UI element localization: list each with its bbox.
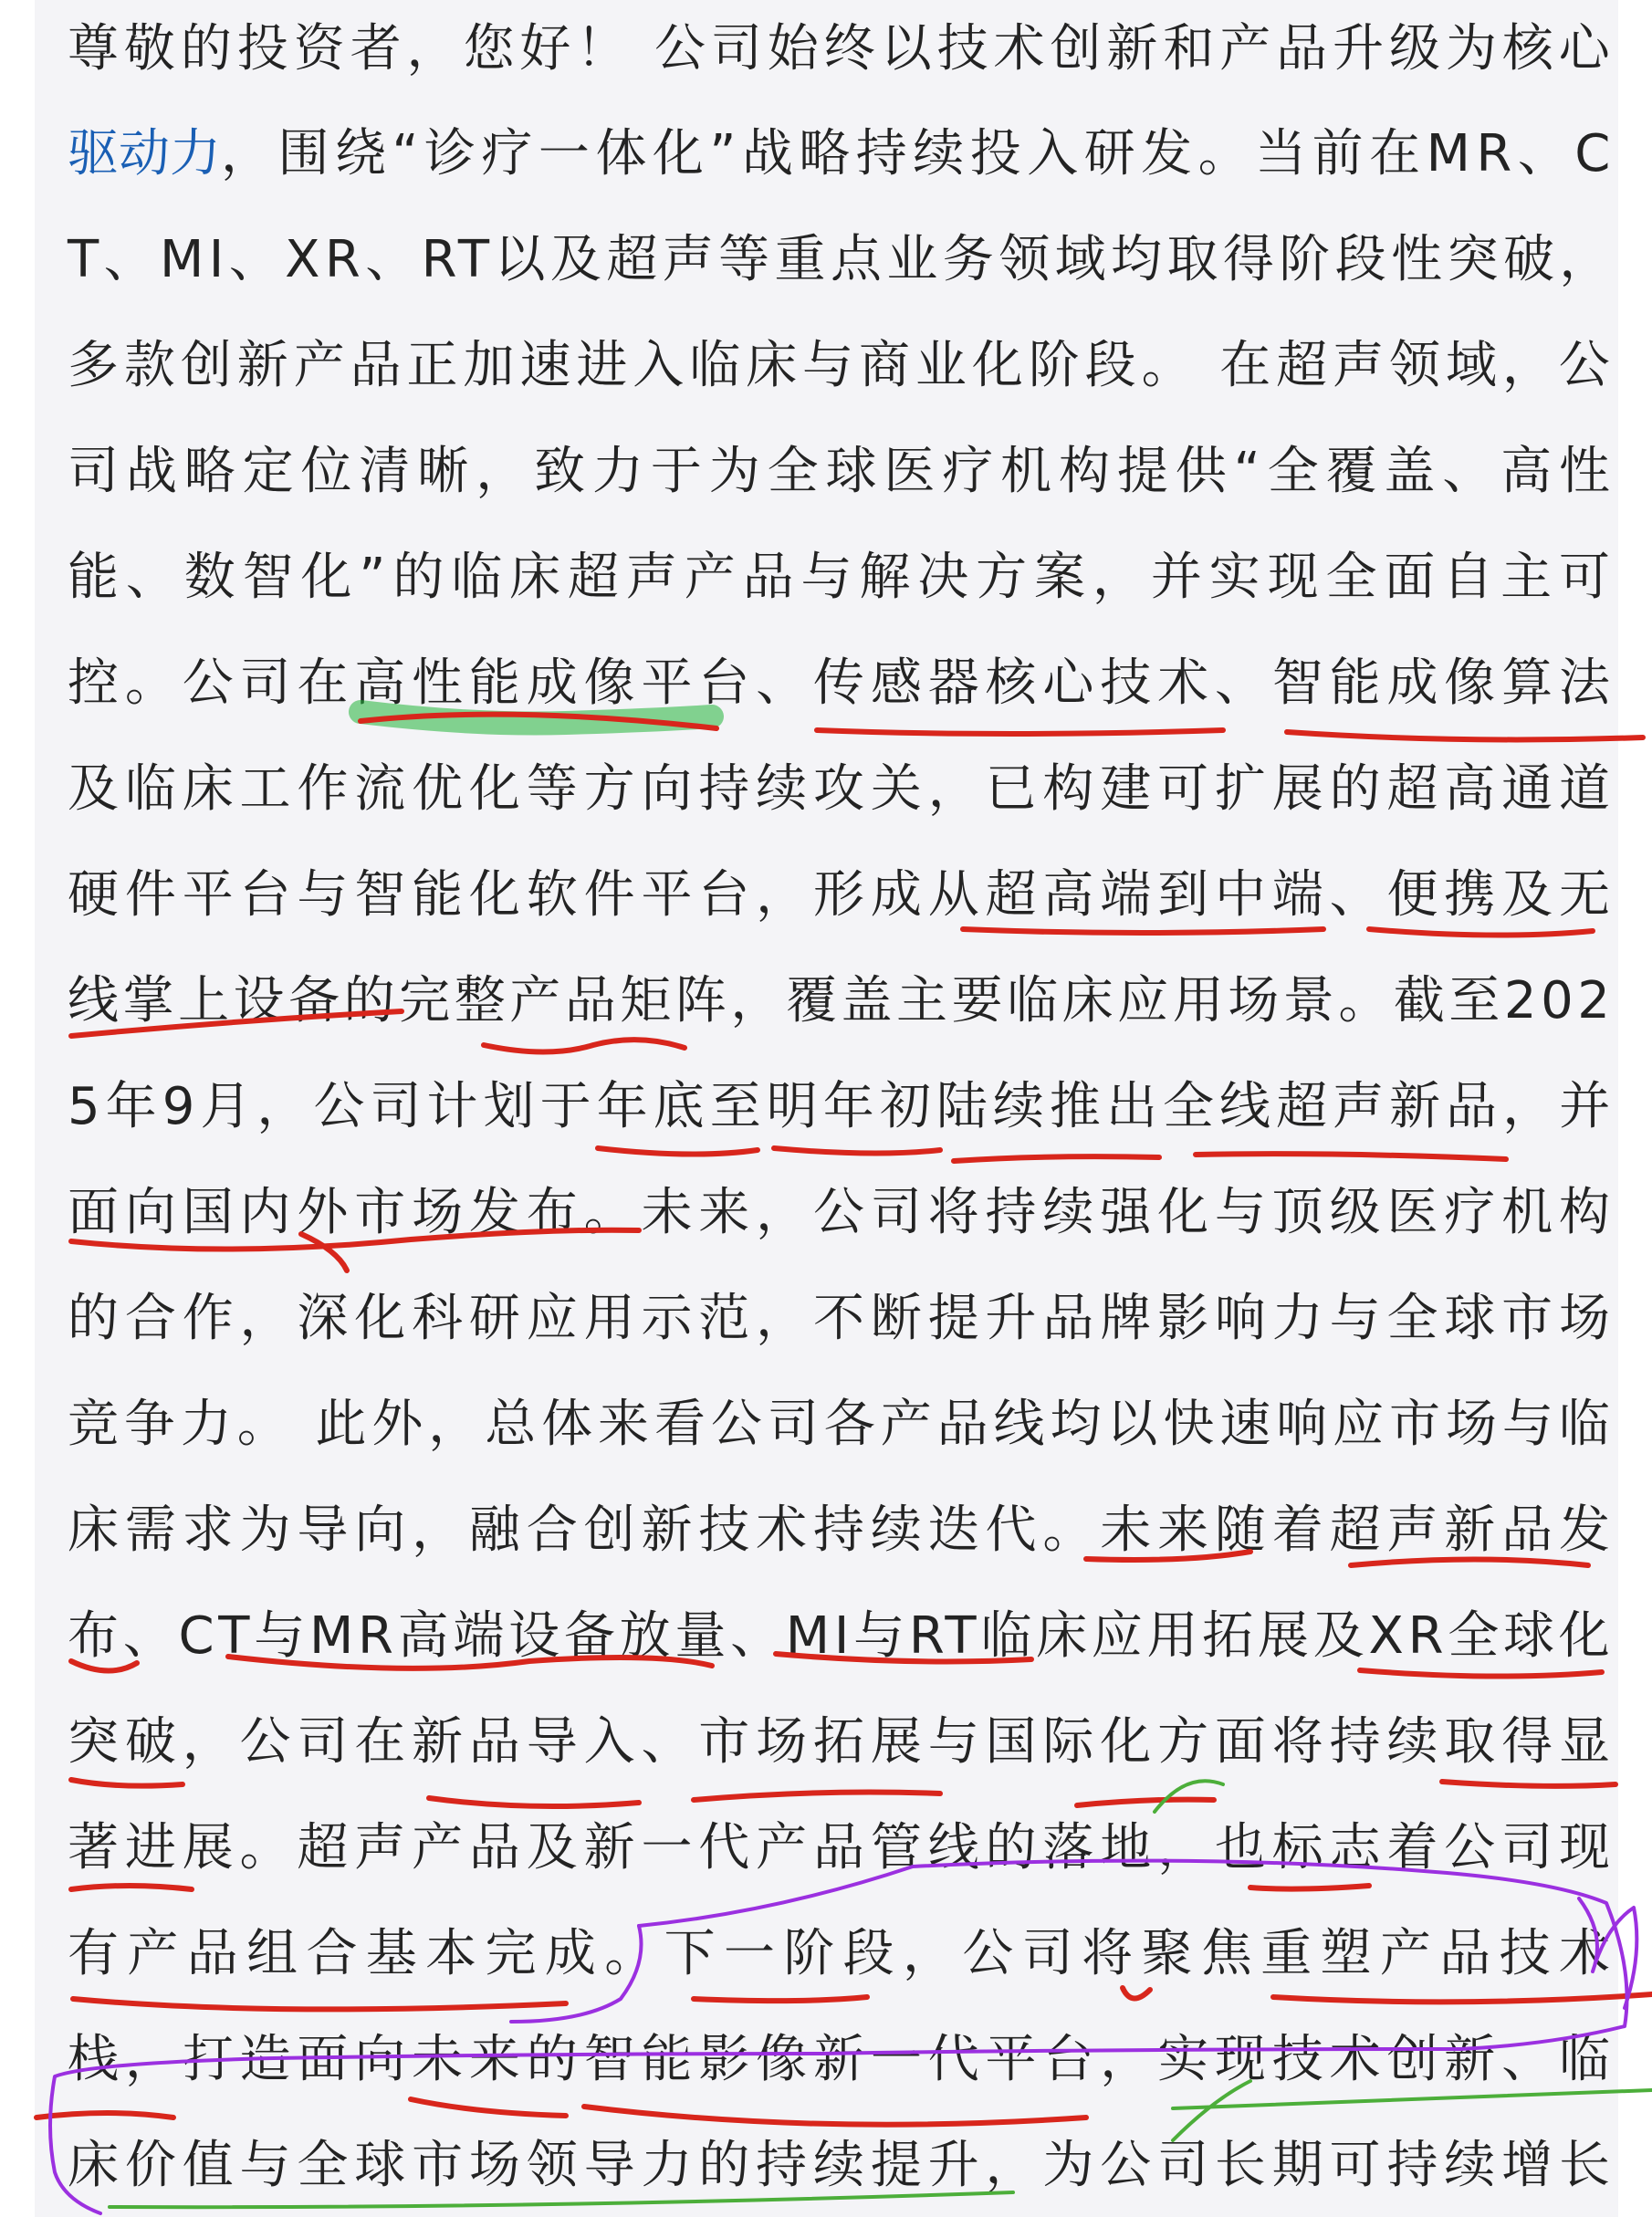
article-line-7 (68, 647, 1616, 720)
keyword-link[interactable]: 驱动力 (68, 124, 221, 183)
article-line-16 (68, 1600, 1614, 1673)
article-line-12 (68, 1176, 1616, 1250)
line-12-text: 面向国内外市场发布。未来，公司将持续强化与顶级医疗机构 (68, 1183, 1616, 1242)
line-15-text: 床需求为导向，融合创新技术持续迭代。未来随着超声新品发 (68, 1501, 1616, 1560)
article-line-14 (68, 1388, 1615, 1461)
article-line-2 (68, 118, 1616, 191)
line-10-text: 线掌上设备的完整产品矩阵，覆盖主要临床应用场景。截至202 (68, 971, 1615, 1030)
line-21-text: 床价值与全球市场领导力的持续提升，为公司长期可持续增长 (68, 2136, 1616, 2195)
line-9-text: 硬件平台与智能化软件平台，形成从超高端到中端、便携及无 (68, 865, 1616, 925)
line-6-text: 能、数智化”的临床超声产品与解决方案，并实现全面自主可 (68, 548, 1617, 607)
article-line-3 (68, 224, 1615, 297)
line-18-text: 著进展。超声产品及新一代产品管线的落地，也标志着公司现 (68, 1818, 1616, 1877)
line-8-text: 及临床工作流优化等方向持续攻关，已构建可扩展的超高通道 (68, 759, 1616, 819)
article-line-8 (68, 753, 1616, 826)
article-line-9 (68, 859, 1616, 932)
line-5-text: 司战略定位清晰，致力于为全球医疗机构提供“全覆盖、高性 (68, 442, 1617, 501)
line-13-text: 的合作，深化科研应用示范，不断提升品牌影响力与全球市场 (68, 1289, 1616, 1348)
line-3-text: T、MI、XR、RT以及超声等重点业务领域均取得阶段性突破， (68, 230, 1615, 289)
line-19-text: 有产品组合基本完成。下一阶段，公司将聚焦重塑产品技术 (68, 1924, 1619, 1983)
article-line-18 (68, 1812, 1616, 1885)
article-line-20 (68, 2024, 1616, 2097)
article-line-17 (68, 1706, 1616, 1779)
line-7-text: 控。公司在高性能成像平台、传感器核心技术、智能成像算法 (68, 654, 1616, 713)
line-16-text: 布、CT与MR高端设备放量、MI与RT临床应用拓展及XR全球化 (68, 1606, 1615, 1666)
line-2-text: ，围绕“诊疗一体化”战略持续投入研发。当前在MR、C (221, 124, 1616, 183)
line-1-text: 尊敬的投资者，您好！ 公司始终以技术创新和产品升级为核心 (68, 19, 1615, 78)
article-line-5 (68, 435, 1617, 508)
article-line-21 (68, 2129, 1616, 2202)
line-14-text: 竞争力。 此外，总体来看公司各产品线均以快速响应市场与临 (68, 1395, 1615, 1454)
article-line-11 (68, 1071, 1615, 1144)
article-line-4 (68, 329, 1615, 403)
line-17-text: 突破，公司在新品导入、市场拓展与国际化方面将持续取得显 (68, 1712, 1616, 1772)
line-20-text: 栈，打造面向未来的智能影像新一代平台，实现技术创新、临 (68, 2030, 1616, 2089)
article-line-10 (68, 965, 1614, 1038)
article-line-13 (68, 1282, 1616, 1355)
line-4-text: 多款创新产品正加速进入临床与商业化阶段。 在超声领域，公 (68, 336, 1615, 395)
article-line-6 (68, 541, 1617, 614)
line-11-text: 5年9月，公司计划于年底至明年初陆续推出全线超声新品，并 (68, 1077, 1616, 1136)
article-line-15 (68, 1494, 1616, 1567)
article-line-19 (68, 1918, 1618, 1991)
article-line-1 (68, 13, 1615, 86)
